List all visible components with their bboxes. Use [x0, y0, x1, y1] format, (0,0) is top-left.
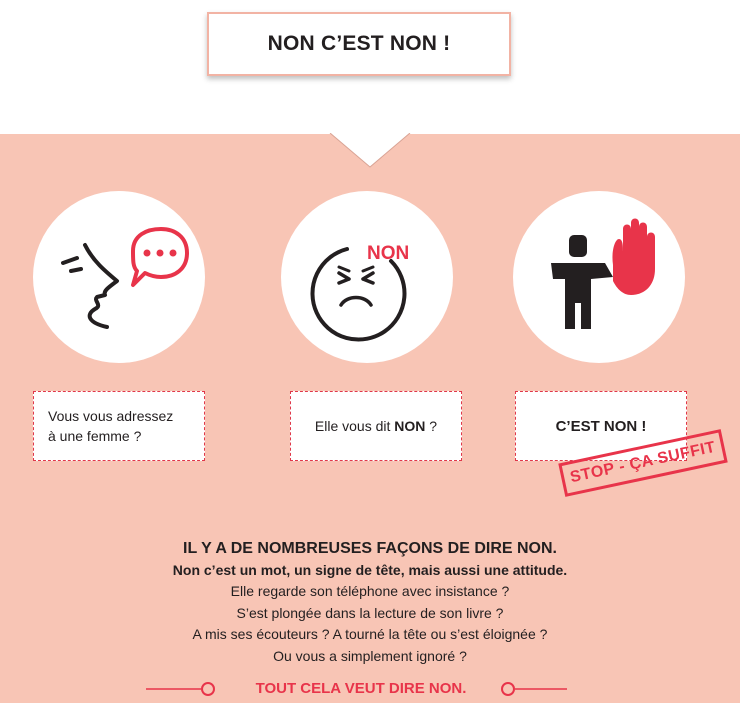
non-badge: NON	[367, 243, 410, 264]
title-banner	[207, 12, 511, 76]
body-line-3: A mis ses écouteurs ? A tourné la tête ou s’est éloignée ?	[192, 626, 548, 642]
body-line-2: S’est plongée dans la lecture de son livre ?	[236, 604, 504, 621]
step-label-suffix: ?	[425, 418, 438, 434]
body-line-4: Ou vous a simplement ignoré ?	[273, 647, 467, 664]
panel-pointer	[0, 133, 740, 173]
speaking-face-icon	[33, 191, 205, 363]
angry-face-circle	[281, 191, 453, 363]
step-label-says-no	[290, 391, 462, 461]
subline: Non c’est un mot, un signe de tête, mais aussi une attitude.	[172, 561, 568, 578]
stop-hand-icon	[513, 191, 685, 363]
message-block	[0, 538, 740, 667]
step-label-text: C’EST NON !	[555, 417, 647, 435]
page-title: NON C’EST NON !	[267, 32, 451, 55]
speaking-face-circle	[33, 191, 205, 363]
footer-text: TOUT CELA VEUT DIRE NON.	[255, 680, 467, 697]
stop-hand-circle	[513, 191, 685, 363]
headline: IL Y A DE NOMBREUSES FAÇONS DE DIRE NON.	[183, 540, 557, 557]
footer	[0, 678, 740, 700]
step-label-line-1: Vous vous adressez	[48, 408, 174, 424]
body-line-1: Elle regarde son téléphone avec insistance ?	[230, 583, 510, 599]
angry-face-icon	[281, 191, 453, 363]
step-label-address	[33, 391, 205, 461]
step-label-bold: NON	[394, 418, 426, 434]
step-label-prefix: Elle vous dit	[314, 418, 395, 434]
step-label-line-2: à une femme ?	[48, 428, 142, 444]
stop-stamp: STOP - ÇA SUFFIT	[558, 429, 727, 497]
